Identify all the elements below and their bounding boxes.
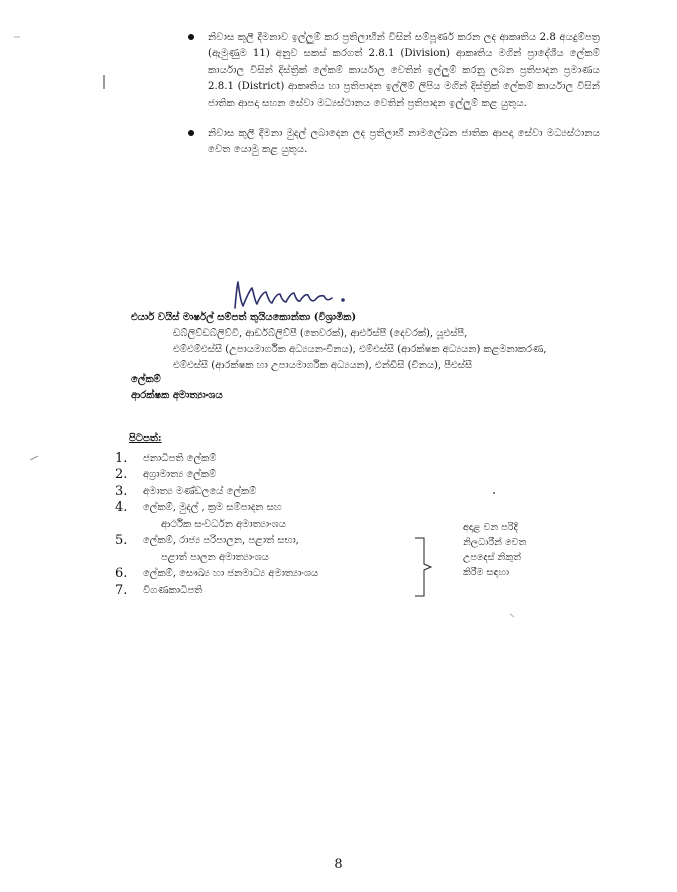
copy-item	[113, 451, 453, 468]
signatory-name: එයාර් වයිස් මාර්ෂල් සම්පත් තුයියකොන්තා (විශ්‍රාමික)	[131, 312, 357, 323]
signatory-role-block	[131, 372, 223, 404]
copies-heading: පිටපත්:	[129, 433, 162, 444]
copy-item	[113, 566, 453, 583]
copies-note	[463, 520, 583, 580]
copy-recipient-continued: පළාත් පාලන අමාත්‍යාංශය	[161, 551, 269, 563]
copy-item	[113, 500, 453, 533]
signatory-qualification: ඩබ්ලිව්ඩබ්ලිව්වී, ආර්ඩබ්ලිව්පී (තෙවරක්), ආර්එස්පී (දෙවරක්), යූඑස්පී,	[173, 328, 468, 339]
copy-item	[113, 484, 453, 501]
signatory-qualification: එම්එස්සී (ආරක්ෂක හා උපායමාර්ගික අධ්‍යයන), එන්ඩීසී (චීනය), පීඑස්සී	[173, 360, 473, 371]
signatory-role: ලේකම්	[131, 374, 161, 385]
copy-number: 2.	[115, 467, 128, 482]
copy-item	[113, 467, 453, 484]
copies-note-line: නිලධාරීන් වෙත	[463, 537, 527, 548]
copy-number: 5.	[115, 533, 128, 548]
instruction-list	[188, 30, 600, 173]
bullet-icon	[188, 130, 194, 136]
instruction-text: නිවාස කුලී දීමනාව ඉල්ලුම් කර ප්‍රතිලාභීන් විසින් සම්පූර්ණ කරන ලද ආකෘතිය 2.8 අයදුම්පත්‍ර (ඇමුණුම 11) අනුව සකස් කරගත් 2.8.1 (Division) ආකෘතිය මගින් ප්‍රාදේශීය ලේකම් කාර්යාල විසින් දිස්ත්‍රික් ලේකම් කාර්යාල වෙතින් ඉල්ලුම් කරනු ලබන ප්‍රතිපාදන ප්‍රමාණය 2.8.1 (District) ආකෘතිය හා ප්‍රතිපාදන ඉල්ලීම් ලිපිය මගින් දිස්ත්‍රික් ලේකම් කාර්යාල විසින් ජාතික ආපදා සහන සේවා මධ්‍යස්ථානය වෙතින් ප්‍රතිපාදන ඉල්ලුම් කළ යුතුය.	[208, 32, 600, 109]
instruction-item	[188, 126, 600, 159]
scan-mark	[30, 456, 38, 460]
copy-number: 7.	[115, 582, 128, 598]
bullet-icon	[188, 34, 194, 40]
scan-mark	[493, 492, 495, 494]
copies-list	[113, 431, 453, 599]
copy-recipient: අමාත්‍ය මණ්ඩලයේ ලේකම්	[143, 485, 257, 497]
copy-item	[113, 533, 453, 566]
copy-recipient: විගණකාධිපති	[143, 584, 203, 596]
page-number: 8	[334, 857, 343, 872]
copy-number: 6.	[115, 566, 128, 581]
instruction-text: නිවාස කුලී දීමනා මුදල් ලබාදෙන ලද ප්‍රතිලාභී නාමලේඛන ජාතික ආපදා සේවා මධ්‍යස්ථානය වෙත යොමු කළ යුතුය.	[208, 128, 600, 156]
handwritten-signature	[230, 276, 370, 314]
copy-number: 1.	[115, 450, 128, 466]
copy-recipient: ලේකම්, මුදල් , ක්‍රම සම්පාදන සහ	[143, 502, 282, 513]
copy-recipient: අග්‍රාමාත්‍ය ලේකම්	[143, 469, 217, 480]
signatory-block	[131, 310, 651, 374]
copy-recipient-continued: ආර්ථික සංවර්ධන අමාත්‍යාංශය	[161, 518, 286, 530]
copies-note-line: කිරීම සඳහා	[463, 567, 510, 578]
copy-item	[113, 583, 453, 600]
signatory-qualification: එම්එම්එස්සී (උපායමාර්ගික අධ්‍යයන-චීනය), එම්එස්සී (ආරක්ෂක අධ්‍යයන) කළමනාකරණ,	[173, 344, 547, 355]
grouping-bracket	[414, 537, 432, 597]
copy-number: 3.	[115, 483, 128, 499]
signatory-ministry: ආරක්ෂක අමාත්‍යාංශය	[131, 390, 223, 401]
copy-recipient: ලේකම්, සෞඛ්‍ය හා ජනමාධ්‍ය අමාත්‍යාංශය	[143, 568, 319, 579]
copy-recipient: ජනාධිපති ලේකම්	[143, 452, 217, 464]
copies-note-line: අදාළ වන පරිදි	[463, 522, 518, 533]
copies-note-line: උපදෙස් නිකුත්	[463, 552, 521, 563]
copy-number: 4.	[115, 500, 128, 515]
scan-mark	[510, 614, 514, 617]
instruction-item	[188, 30, 600, 112]
copy-recipient: ලේකම්, රාජ්‍ය පරිපාලන, පළාත් සභා,	[143, 535, 299, 546]
